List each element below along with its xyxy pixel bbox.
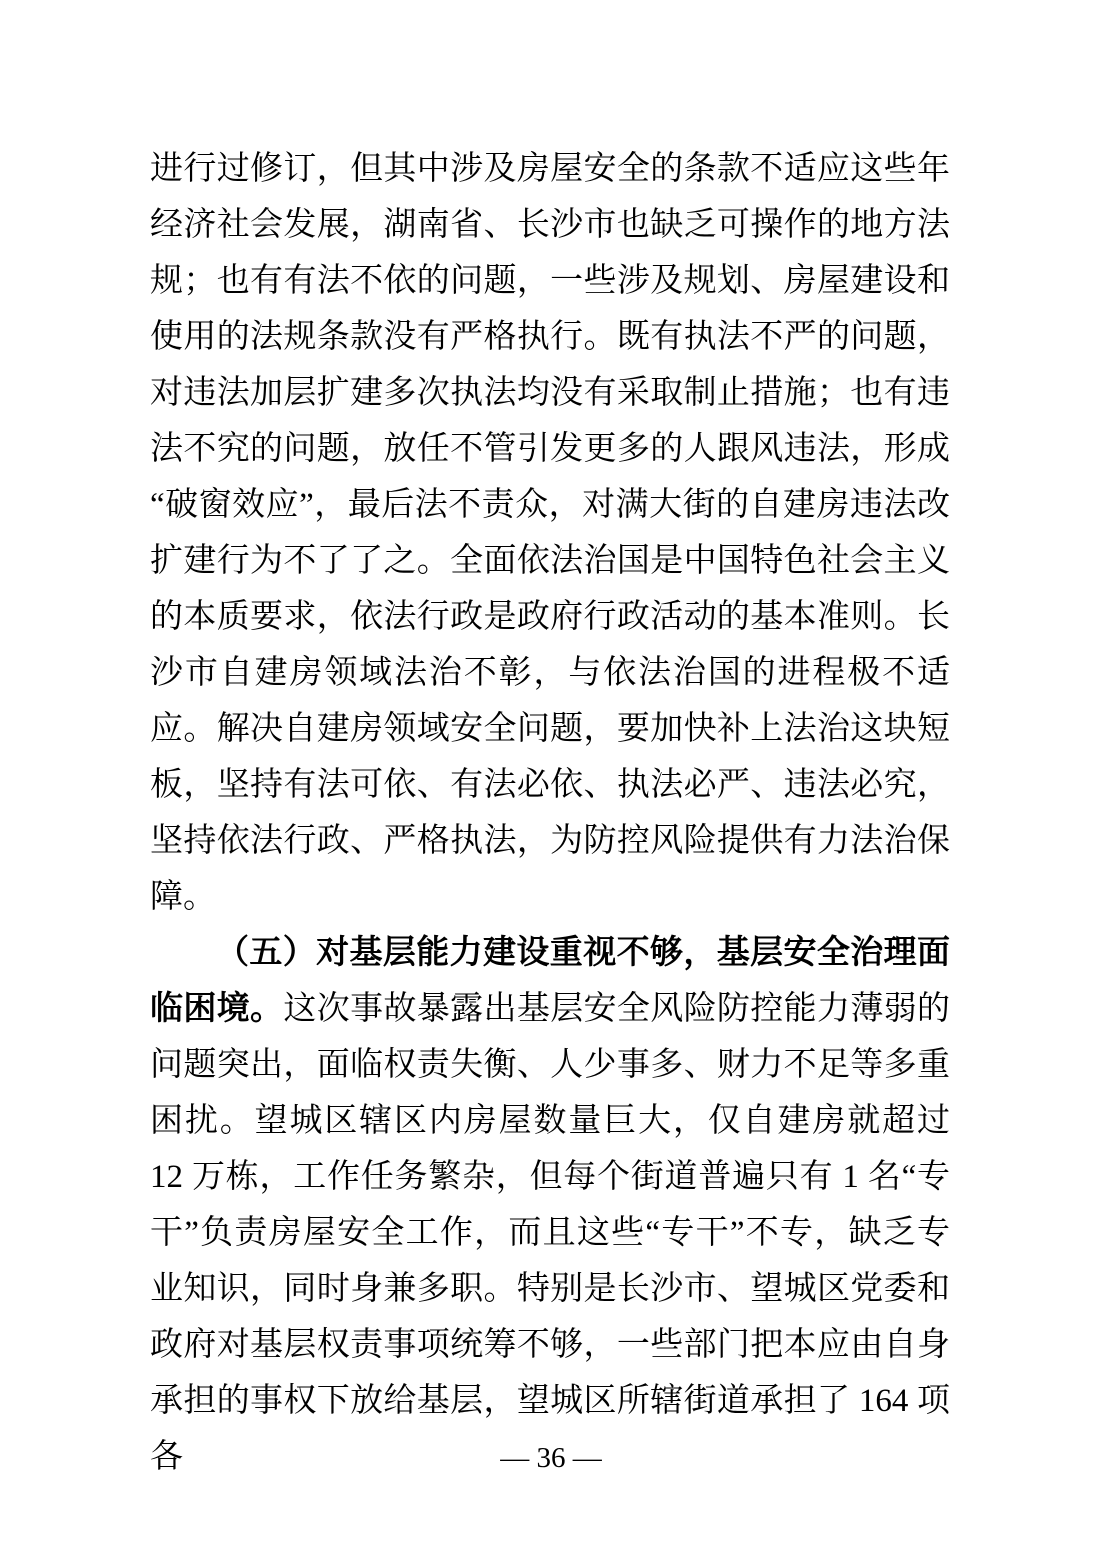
text-block	[150, 141, 950, 1485]
section-five-body-text: 这次事故暴露出基层安全风险防控能力薄弱的问题突出，面临权责失衡、人少事多、财力不足等多重困扰。望城区辖区内房屋数量巨大，仅自建房就超过 12 万栋，工作任务繁杂，但每个街道普遍只有 1 名“专干”负责房屋安全工作，而且这些“专干”不专，缺乏专业知识，同时身兼多职。特别是长沙市、望城区党委和政府对基层权责事项统筹不够，一些部门把本应由自身承担的事权下放给基层，望城区所辖街道承担了 164 项各	[150, 991, 951, 1475]
page-number: — 36 —	[500, 1442, 602, 1474]
paragraph-section-five	[150, 925, 950, 1485]
paragraph-continuation	[150, 141, 950, 925]
paragraph-continuation-text: 进行过修订，但其中涉及房屋安全的条款不适应这些年经济社会发展，湖南省、长沙市也缺乏可操作的地方法规；也有有法不依的问题，一些涉及规划、房屋建设和使用的法规条款没有严格执行。既有执法不严的问题，对违法加层扩建多次执法均没有采取制止措施；也有违法不究的问题，放任不管引发更多的人跟风违法，形成“破窗效应”，最后法不责众，对满大街的自建房违法改扩建行为不了了之。全面依法治国是中国特色社会主义的本质要求，依法行政是政府行政活动的基本准则。长沙市自建房领域法治不彰，与依法治国的进程极不适应。解决自建房领域安全问题，要加快补上法治这块短板，坚持有法可依、有法必依、执法必严、违法必究，坚持依法行政、严格执法，为防控风险提供有力法治保障。	[150, 151, 950, 915]
section-five-heading: （五）对基层能力建设重视不够，基层安全治理面临困境。	[150, 935, 950, 1027]
page-footer	[0, 1440, 1102, 1476]
